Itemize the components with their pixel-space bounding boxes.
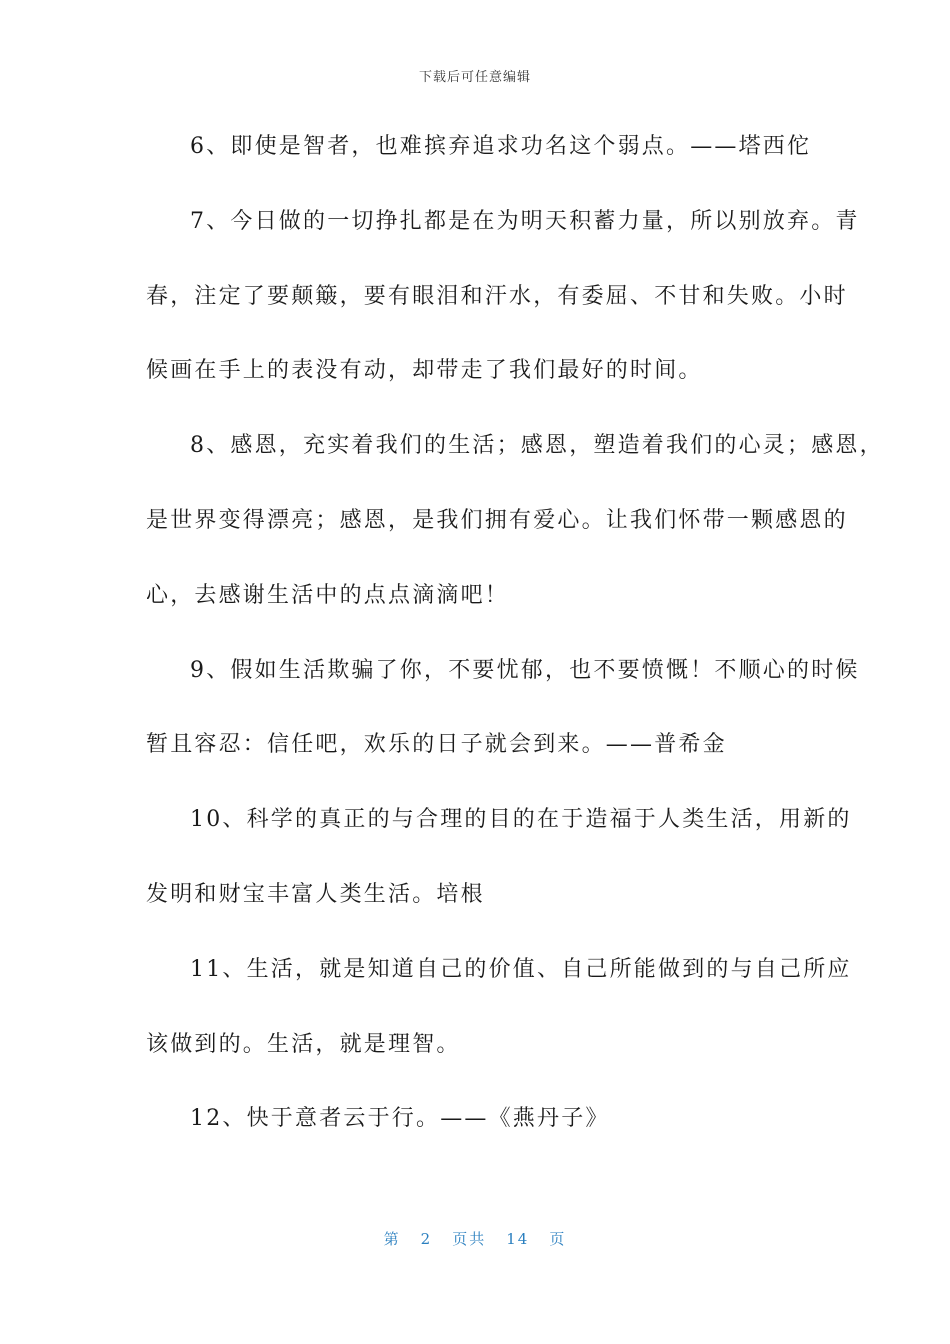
paragraph-6-line-1: 6、即使是智者，也难摈弃追求功名这个弱点。——塔西佗 [190,134,812,159]
paragraph-8-line-3: 心，去感谢生活中的点点滴滴吧！ [146,582,510,608]
total-pages: 14 [506,1230,530,1248]
paragraph-11-line-1: 11、生活，就是知道自己的价值、自己所能做到的与自己所应 [190,956,852,982]
pages-suffix: 页 [549,1230,567,1248]
paragraph-9-line-1: 9、假如生活欺骗了你，不要忧郁，也不要愤慨！不顺心的时候 [190,657,860,683]
page-footer [0,1228,950,1249]
page-label: 第 [383,1230,401,1248]
paragraph-12-line-1: 12、快于意者云于行。——《燕丹子》 [190,1106,610,1132]
paragraph-9-line-2: 暂且容忍：信任吧，欢乐的日子就会到来。——普希金 [146,732,727,758]
paragraph-7-line-1: 7、今日做的一切挣扎都是在为明天积蓄力量，所以别放弃。青 [190,208,860,234]
paragraph-11-line-2: 该做到的。生活，就是理智。 [146,1031,461,1057]
paragraph-8-line-2: 是世界变得漂亮；感恩，是我们拥有爱心。让我们怀带一颗感恩的 [146,507,848,533]
header-note: 下载后可任意编辑 [418,70,531,85]
document-body [146,130,884,1177]
of-label: 页共 [452,1230,487,1248]
paragraph-7-line-3: 候画在手上的表没有动，却带走了我们最好的时间。 [146,358,703,384]
paragraph-10-line-2: 发明和财宝丰富人类生活。培根 [146,881,485,907]
paragraph-7-line-2: 春，注定了要颠簸，要有眼泪和汗水，有委屈、不甘和失败。小时 [146,283,848,309]
page-number: 2 [420,1230,433,1248]
paragraph-10-line-1: 10、科学的真正的与合理的目的在于造福于人类生活，用新的 [190,807,852,833]
paragraph-8-line-1: 8、感恩，充实着我们的生活；感恩，塑造着我们的心灵；感恩， [190,433,884,459]
